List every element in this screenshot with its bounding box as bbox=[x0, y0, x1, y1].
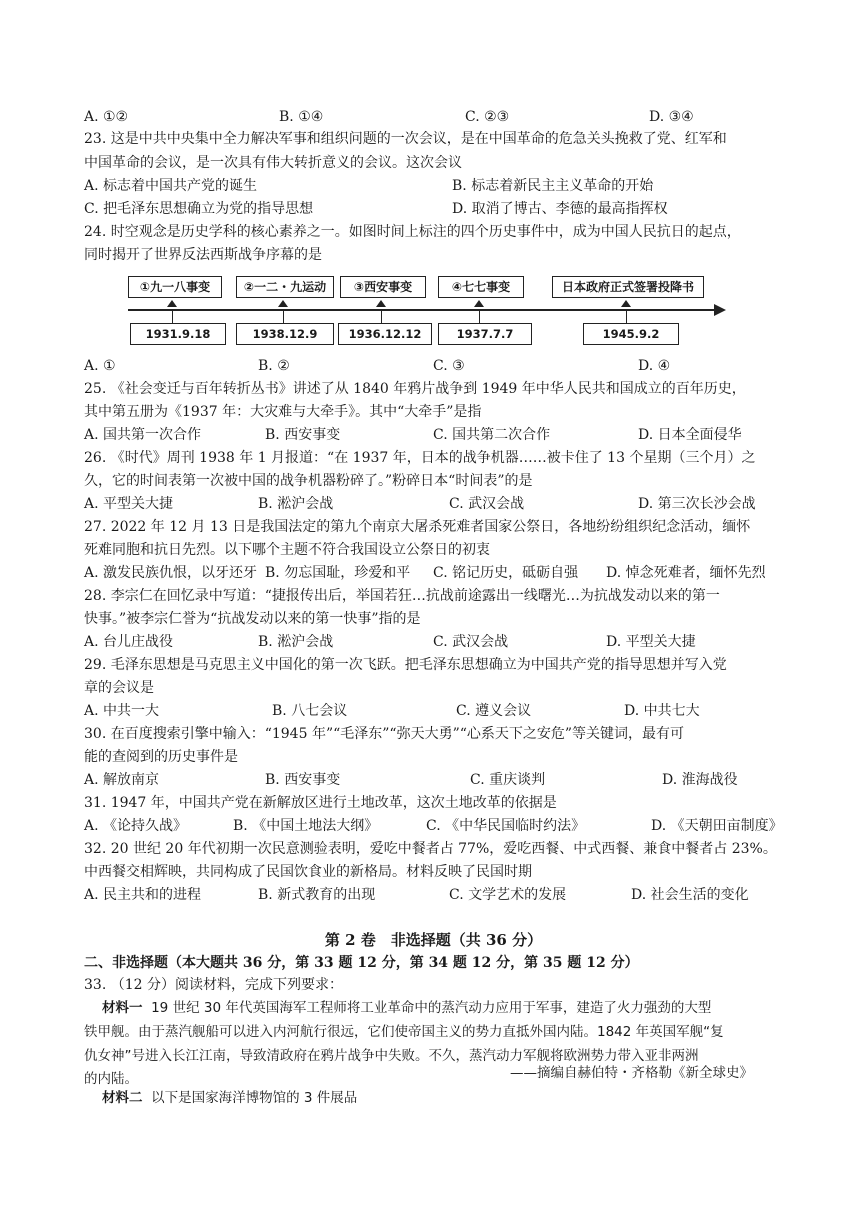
q24-option-b: B. ② bbox=[258, 358, 290, 374]
q22-option-c: C. ②③ bbox=[465, 109, 510, 125]
q28-stem-line2: 快事。”被李宗仁誉为“抗战发动以来的第一快事”指的是 bbox=[84, 611, 421, 627]
q26-option-a: A. 平型关大捷 bbox=[84, 496, 174, 512]
q23-stem-line1: 23. 这是中共中央集中全力解决军事和组织问题的一次会议，是在中国革命的危急关头挽救了党、红军和 bbox=[84, 131, 727, 147]
q31-option-a: A. 《论持久战》 bbox=[84, 818, 188, 834]
q22-option-b: B. ①④ bbox=[279, 109, 324, 125]
q27-stem-line1: 27. 2022 年 12 月 13 日是我国法定的第九个南京大屠杀死难者国家公祭日，各地纷纷组织纪念活动，缅怀 bbox=[84, 519, 751, 535]
q29-option-a: A. 中共一大 bbox=[84, 703, 160, 719]
timeline-event-2: ②一二・九运动 bbox=[236, 276, 334, 298]
timeline-connector-2 bbox=[283, 310, 284, 323]
timeline-date-5: 1945.9.2 bbox=[583, 323, 679, 345]
q33-material-1-source: ——摘编自赫伯特・齐格勒《新全球史》 bbox=[510, 1065, 753, 1081]
material-1-text: 19 世纪 30 年代英国海军工程师将工业革命中的蒸汽动力应用于军事，建造了火力强劲的大型 bbox=[151, 1000, 712, 1016]
section-subtitle: 二、非选择题（本大题共 36 分，第 33 题 12 分，第 34 题 12 分，第 35 题 12 分） bbox=[84, 955, 639, 971]
timeline-arrow-icon bbox=[714, 304, 726, 316]
q32-option-c: C. 文学艺术的发展 bbox=[449, 887, 567, 903]
q23-option-d: D. 取消了博古、李德的最高指挥权 bbox=[452, 201, 668, 217]
material-2-text: 以下是国家海洋博物馆的 3 件展品 bbox=[151, 1090, 358, 1106]
material-1-label: 材料一 bbox=[102, 1000, 143, 1016]
q32-option-d: D. 社会生活的变化 bbox=[631, 887, 749, 903]
q32-stem-line2: 中西餐交相辉映，共同构成了民国饮食业的新格局。材料反映了民国时期 bbox=[84, 864, 532, 880]
q30-stem-line1: 30. 在百度搜索引擎中输入：“1945 年”“毛泽东”“弥天大勇”“心系天下之安危”等关键词，最有可 bbox=[84, 726, 685, 742]
q23-option-a: A. 标志着中国共产党的诞生 bbox=[84, 178, 258, 194]
timeline-connector-5 bbox=[626, 310, 627, 323]
q29-stem-line2: 章的会议是 bbox=[84, 680, 154, 696]
q23-option-c: C. 把毛泽东思想确立为党的指导思想 bbox=[84, 201, 314, 217]
q26-stem-line2: 久，它的时间表第一次被中国的战争机器粉碎了。”粉碎日本“时间表”的是 bbox=[84, 473, 533, 489]
timeline-diagram bbox=[128, 276, 728, 346]
timeline-date-3: 1936.12.12 bbox=[338, 323, 432, 345]
q33-material-1-line1 bbox=[102, 998, 711, 1018]
q24-stem-line2: 同时揭开了世界反法西斯战争序幕的是 bbox=[84, 247, 322, 263]
q31-option-d: D. 《天朝田亩制度》 bbox=[651, 818, 783, 834]
q29-stem-line1: 29. 毛泽东思想是马克思主义中国化的第一次飞跃。把毛泽东思想确立为中国共产党的指导思想并写入党 bbox=[84, 657, 727, 673]
timeline-marker-5 bbox=[621, 300, 631, 307]
q31-option-c: C. 《中华民国临时约法》 bbox=[426, 818, 586, 834]
timeline-event-3: ③西安事变 bbox=[340, 276, 426, 298]
q30-stem-line2: 能的查阅到的历史事件是 bbox=[84, 749, 238, 765]
q25-stem-line2: 其中第五册为《1937 年：大灾难与大牵手》。其中“大牵手”是指 bbox=[84, 404, 482, 420]
q30-option-c: C. 重庆谈判 bbox=[470, 772, 546, 788]
timeline-event-5: 日本政府正式签署投降书 bbox=[552, 276, 704, 298]
q31-stem-line1: 31. 1947 年，中国共产党在新解放区进行土地改革，这次土地改革的依据是 bbox=[84, 795, 557, 811]
timeline-event-1: ①九一八事变 bbox=[128, 276, 222, 298]
q27-stem-line2: 死难同胞和抗日先烈。以下哪个主题不符合我国设立公祭日的初衷 bbox=[84, 542, 490, 558]
q27-option-d: D. 悼念死难者，缅怀先烈 bbox=[606, 565, 766, 581]
q28-option-c: C. 武汉会战 bbox=[433, 634, 509, 650]
timeline-connector-1 bbox=[172, 310, 173, 323]
q25-option-a: A. 国共第一次合作 bbox=[84, 427, 202, 443]
q33-material-1-line2: 铁甲舰。由于蒸汽舰船可以进入内河航行很远，它们使帝国主义的势力直抵外国内陆。1842 年英国军舰“复 bbox=[84, 1024, 724, 1040]
q26-option-c: C. 武汉会战 bbox=[449, 496, 525, 512]
q32-option-a: A. 民主共和的进程 bbox=[84, 887, 202, 903]
timeline-axis bbox=[128, 309, 716, 311]
q25-stem-line1: 25. 《社会变迁与百年转折丛书》讲述了从 1840 年鸦片战争到 1949 年中华人民共和国成立的百年历史， bbox=[84, 381, 746, 397]
timeline-marker-3 bbox=[376, 300, 386, 307]
q30-option-d: D. 淮海战役 bbox=[662, 772, 738, 788]
q28-option-b: B. 淞沪会战 bbox=[258, 634, 334, 650]
q22-option-d: D. ③④ bbox=[649, 109, 694, 125]
timeline-marker-1 bbox=[167, 300, 177, 307]
timeline-date-1: 1931.9.18 bbox=[130, 323, 226, 345]
q24-option-a: A. ① bbox=[84, 358, 116, 374]
q29-option-c: C. 遵义会议 bbox=[456, 703, 532, 719]
q33-material-1-line3: 仇女神”号进入长江江南，导致清政府在鸦片战争中失败。不久，蒸汽动力军舰将欧洲势力带入亚非两洲 bbox=[84, 1048, 699, 1064]
q28-option-a: A. 台儿庄战役 bbox=[84, 634, 174, 650]
q25-option-d: D. 日本全面侵华 bbox=[638, 427, 742, 443]
q32-stem-line1: 32. 20 世纪 20 年代初期一次民意测验表明，爱吃中餐者占 77%，爱吃西餐、中式西餐、兼食中餐者占 23%。 bbox=[84, 841, 777, 857]
q25-option-b: B. 西安事变 bbox=[265, 427, 341, 443]
q32-option-b: B. 新式教育的出现 bbox=[258, 887, 376, 903]
q28-option-d: D. 平型关大捷 bbox=[606, 634, 696, 650]
timeline-connector-3 bbox=[381, 310, 382, 323]
timeline-date-4: 1937.7.7 bbox=[438, 323, 532, 345]
q31-option-b: B. 《中国土地法大纲》 bbox=[233, 818, 379, 834]
q27-option-c: C. 铭记历史，砥砺自强 bbox=[433, 565, 579, 581]
q23-option-b: B. 标志着新民主主义革命的开始 bbox=[452, 178, 654, 194]
timeline-connector-4 bbox=[479, 310, 480, 323]
timeline-date-2: 1938.12.9 bbox=[236, 323, 334, 345]
q26-option-b: B. 淞沪会战 bbox=[258, 496, 334, 512]
section-title: 第 2 卷 非选择题（共 36 分） bbox=[324, 931, 543, 949]
q27-option-b: B. 勿忘国耻，珍爱和平 bbox=[265, 565, 411, 581]
timeline-event-4: ④七七事变 bbox=[438, 276, 524, 298]
q26-stem-line1: 26. 《时代》周刊 1938 年 1 月报道：“在 1937 年，日本的战争机器……被卡住了 13 个星期（三个月）之 bbox=[84, 450, 756, 466]
material-2-label: 材料二 bbox=[102, 1090, 143, 1106]
timeline-marker-2 bbox=[278, 300, 288, 307]
timeline-marker-4 bbox=[474, 300, 484, 307]
q29-option-b: B. 八七会议 bbox=[272, 703, 348, 719]
q24-stem-line1: 24. 时空观念是历史学科的核心素养之一。如图时间上标注的四个历史事件中，成为中国人民抗日的起点， bbox=[84, 224, 741, 240]
q23-stem-line2: 中国革命的会议，是一次具有伟大转折意义的会议。这次会议 bbox=[84, 155, 462, 171]
q26-option-d: D. 第三次长沙会战 bbox=[638, 496, 756, 512]
q24-option-d: D. ④ bbox=[638, 358, 671, 374]
q24-option-c: C. ③ bbox=[433, 358, 465, 374]
q30-option-a: A. 解放南京 bbox=[84, 772, 160, 788]
q25-option-c: C. 国共第二次合作 bbox=[433, 427, 551, 443]
q30-option-b: B. 西安事变 bbox=[265, 772, 341, 788]
q27-option-a: A. 激发民族仇恨，以牙还牙 bbox=[84, 565, 258, 581]
q29-option-d: D. 中共七大 bbox=[624, 703, 700, 719]
q22-option-a: A. ①② bbox=[84, 109, 129, 125]
q33-stem: 33. （12 分）阅读材料，完成下列要求： bbox=[84, 977, 343, 993]
q28-stem-line1: 28. 李宗仁在回忆录中写道：“捷报传出后，举国若狂…抗战前途露出一线曙光…为抗战发动以来的第一 bbox=[84, 588, 720, 604]
q33-material-1-line4: 的内陆。 bbox=[84, 1071, 138, 1087]
q33-material-2 bbox=[102, 1088, 357, 1108]
